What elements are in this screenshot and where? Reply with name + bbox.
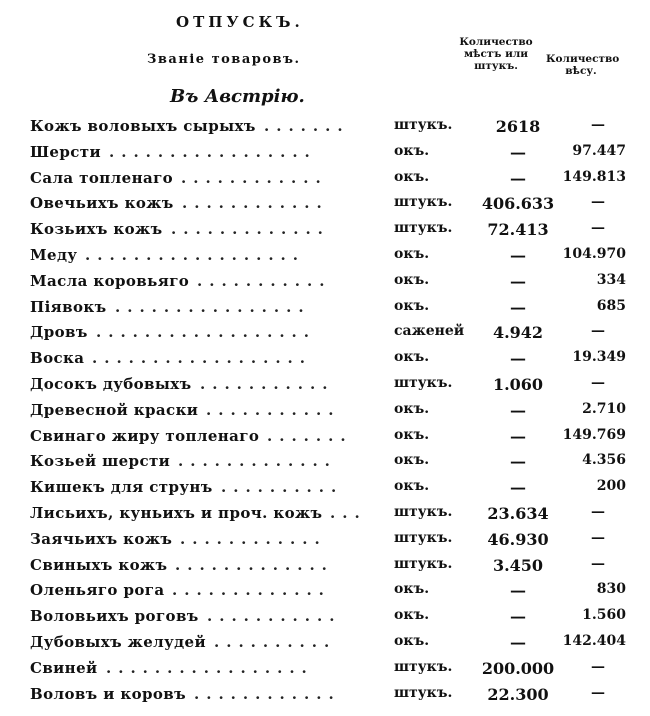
weight-cell: 334: [596, 271, 626, 288]
leader-dots: ...........: [206, 400, 341, 419]
table-row: [0, 298, 650, 324]
goods-name: Свиныхъ кожъ: [30, 555, 168, 574]
leader-dots: .................: [109, 142, 317, 161]
leader-dots: .............: [171, 220, 330, 239]
pieces-cell: 3.450: [492, 555, 544, 575]
leader-dots: ............: [182, 194, 329, 213]
pieces-cell: 23.634: [487, 504, 549, 523]
leader-dots: ................: [115, 297, 311, 316]
unit-cell: штукъ.: [394, 117, 453, 133]
pieces-cell: —: [510, 581, 526, 601]
table-row: [0, 478, 650, 504]
weight-cell: —: [591, 555, 605, 572]
weight-cell: 149.813: [562, 168, 626, 185]
pieces-cell: 2618: [495, 117, 541, 136]
weight-cell: —: [591, 194, 605, 211]
table-row: [0, 659, 650, 685]
unit-cell: окъ.: [394, 349, 430, 366]
leader-dots: .......: [267, 426, 353, 445]
table-row: [0, 633, 650, 659]
goods-name: Меду: [30, 246, 78, 264]
goods-name: Овечьихъ кожъ: [30, 194, 174, 213]
goods-name: Кишекъ для струнъ: [30, 478, 213, 497]
pieces-cell: 406.633: [481, 194, 555, 214]
weight-cell: 4.356: [582, 452, 626, 469]
table-row: [0, 349, 650, 375]
table-row: [0, 323, 650, 349]
goods-name: Воловъ и коровъ: [30, 684, 187, 703]
table-row: [0, 685, 650, 711]
goods-name: Козьей шерсти: [30, 452, 171, 471]
table-row: [0, 194, 650, 220]
goods-name: Шерсти: [30, 142, 102, 161]
unit-cell: окъ.: [394, 246, 430, 262]
weight-cell: 830: [596, 581, 626, 598]
pieces-cell: —: [510, 607, 526, 627]
goods-name: Древесной краски: [30, 400, 199, 419]
weight-cell: 149.769: [562, 426, 626, 443]
pieces-cell: —: [510, 452, 526, 472]
unit-cell: окъ.: [394, 452, 430, 469]
leader-dots: ............: [194, 684, 341, 703]
unit-cell: окъ.: [394, 581, 430, 598]
pieces-cell: —: [510, 297, 526, 317]
weight-cell: 142.404: [562, 633, 626, 649]
pieces-cell: —: [510, 426, 526, 446]
weight-cell: 104.970: [562, 246, 626, 262]
table-row: [0, 452, 650, 478]
table-row: [0, 143, 650, 169]
weight-cell: 685: [596, 297, 626, 314]
unit-cell: окъ.: [394, 633, 430, 649]
pieces-cell: 1.060: [492, 375, 544, 394]
weight-cell: —: [591, 529, 605, 546]
pieces-cell: —: [510, 349, 526, 369]
goods-name: Дровъ: [30, 323, 88, 342]
leader-dots: ..........: [221, 478, 344, 497]
unit-cell: окъ.: [394, 607, 430, 624]
goods-name: Досокъ дубовыхъ: [30, 375, 192, 393]
pieces-cell: —: [510, 633, 526, 652]
section-heading: Въ Австрію.: [170, 86, 305, 107]
pieces-cell: —: [510, 271, 526, 291]
table-row: [0, 375, 650, 401]
goods-name: Свиней: [30, 658, 98, 677]
unit-cell: штукъ.: [394, 684, 453, 701]
leader-dots: ............: [181, 168, 328, 187]
weight-cell: —: [591, 117, 605, 133]
pieces-cell: —: [510, 478, 526, 498]
unit-cell: штукъ.: [394, 220, 453, 237]
table-row: [0, 117, 650, 143]
pieces-cell: 4.942: [492, 323, 544, 343]
goods-name: Козьихъ кожъ: [30, 220, 163, 239]
goods-name: Масла коровьяго: [30, 271, 190, 290]
weight-cell: —: [591, 658, 605, 675]
table-row: [0, 272, 650, 298]
table-row: [0, 220, 650, 246]
page-title: ОТПУСКЪ.: [176, 13, 304, 31]
pieces-cell: —: [510, 168, 526, 188]
table-row: [0, 246, 650, 272]
leader-dots: ..................: [96, 323, 316, 342]
goods-name: Воска: [30, 349, 85, 368]
table-row: [0, 427, 650, 453]
leader-dots: ..................: [92, 349, 312, 368]
goods-column-header: Званіе товаровъ.: [147, 52, 301, 67]
pieces-cell: —: [510, 400, 526, 420]
unit-cell: штукъ.: [394, 658, 453, 675]
leader-dots: ..........: [214, 633, 337, 651]
weight-cell: —: [591, 684, 605, 701]
unit-cell: окъ.: [394, 142, 430, 159]
unit-cell: окъ.: [394, 426, 430, 443]
leader-dots: ...: [330, 504, 367, 522]
table-row: [0, 581, 650, 607]
unit-cell: саженей: [394, 323, 465, 340]
goods-name: Оленьяго рога: [30, 581, 165, 600]
weight-cell: —: [591, 504, 605, 520]
leader-dots: ..................: [85, 246, 305, 264]
weight-cell: 1.560: [582, 607, 626, 624]
goods-name: Заячьихъ кожъ: [30, 529, 173, 548]
unit-cell: окъ.: [394, 271, 430, 288]
unit-cell: штукъ.: [394, 194, 453, 211]
unit-cell: штукъ.: [394, 504, 453, 520]
pieces-cell: 22.300: [487, 684, 549, 704]
leader-dots: .............: [175, 555, 334, 574]
goods-name: Піявокъ: [30, 297, 107, 316]
table-row: [0, 607, 650, 633]
goods-name: Дубовыхъ желудей: [30, 633, 207, 651]
leader-dots: ...........: [200, 375, 335, 393]
unit-cell: штукъ.: [394, 529, 453, 546]
table-row: [0, 401, 650, 427]
pieces-cell: —: [510, 142, 526, 162]
goods-name: Сала топленаго: [30, 168, 174, 187]
leader-dots: ............: [180, 529, 327, 548]
unit-cell: штукъ.: [394, 375, 453, 391]
weight-cell: —: [591, 220, 605, 237]
goods-name: Свинаго жиру топленаго: [30, 426, 260, 445]
weight-cell: 2.710: [582, 400, 626, 417]
pieces-cell: 200.000: [481, 658, 555, 678]
pieces-cell: 46.930: [487, 529, 549, 549]
pieces-column-header: Количество мѣстъ или штукъ.: [459, 36, 533, 72]
leader-dots: ...........: [197, 271, 332, 290]
unit-cell: окъ.: [394, 400, 430, 417]
weight-cell: 200: [596, 478, 626, 495]
weight-cell: 19.349: [572, 349, 626, 366]
leader-dots: .................: [106, 658, 314, 677]
pieces-cell: —: [510, 246, 526, 265]
table-row: [0, 169, 650, 195]
table-row: [0, 504, 650, 530]
weight-column-header: Количество вѣсу.: [546, 53, 620, 77]
unit-cell: штукъ.: [394, 555, 453, 572]
weight-cell: —: [591, 323, 605, 340]
unit-cell: окъ.: [394, 168, 430, 185]
goods-name: Воловьихъ роговъ: [30, 607, 199, 626]
leader-dots: .............: [178, 452, 337, 471]
unit-cell: окъ.: [394, 297, 430, 314]
pieces-cell: 72.413: [487, 220, 549, 240]
leader-dots: .............: [172, 581, 331, 600]
leader-dots: ...........: [207, 607, 342, 626]
table-row: [0, 530, 650, 556]
goods-name: Лисьихъ, куньихъ и проч. кожъ: [30, 504, 323, 522]
leader-dots: .......: [264, 117, 350, 135]
weight-cell: 97.447: [572, 142, 626, 159]
table-row: [0, 556, 650, 582]
goods-name: Кожъ воловыхъ сырыхъ: [30, 117, 256, 135]
weight-cell: —: [591, 375, 605, 391]
unit-cell: окъ.: [394, 478, 430, 495]
